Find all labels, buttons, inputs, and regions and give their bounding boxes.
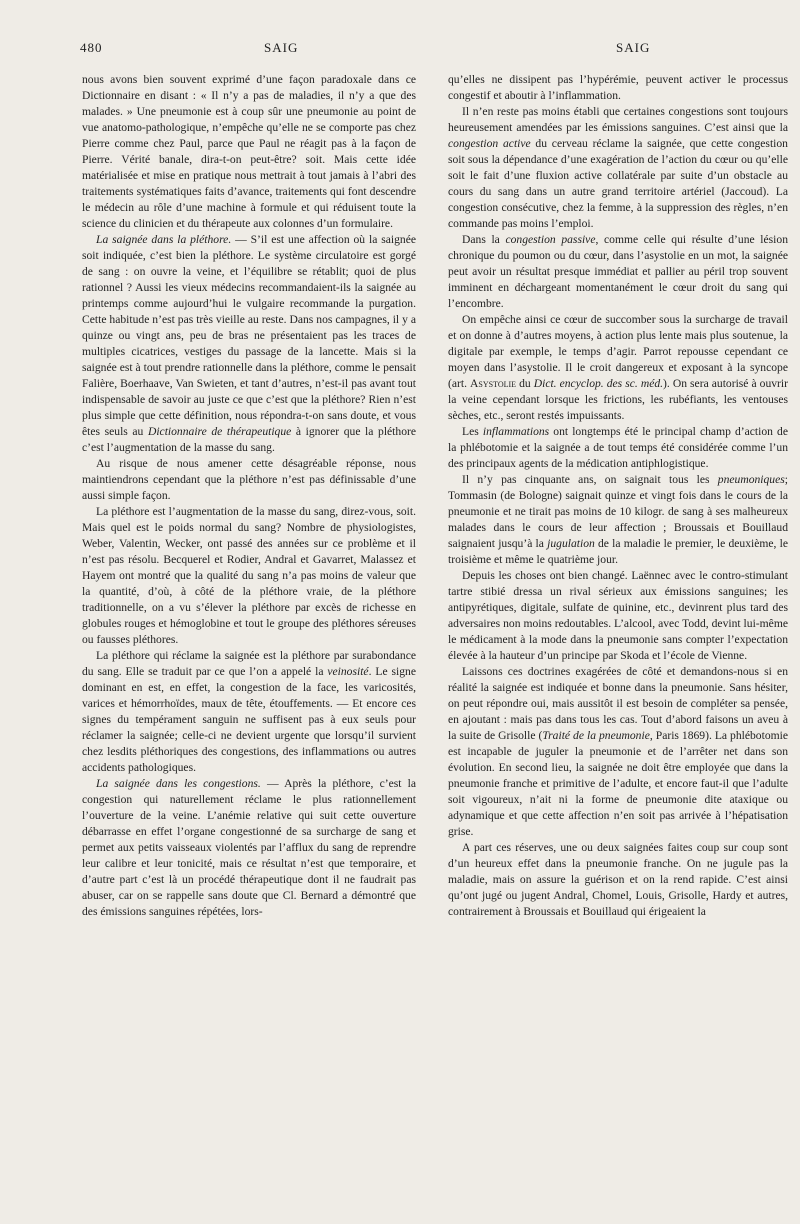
paragraph: La saignée dans les congestions. — Après la pléthore, c’est la congestion qui naturellement réclame le plus rationnellement l’ouverture de la veine. L’anémie relative qui suit cette ouverture débarrasse en effet l’organe congestionné de sa surcharge de sang et permet aux petits vaisseaux violentés par l’afflux du sang de reprendre leur calibre et leur tonicité, mais ce résultat n’est que temporaire, et d’autre part c’est là un procédé thérapeutique dont il ne faudrait pas abuser, car on se rappelle sans doute que Cl. Bernard a démontré que des émissions sanguines répétées, lors- — [82, 777, 416, 918]
paragraph: La pléthore qui réclame la saignée est la pléthore par surabondance du sang. Elle se traduit par ce que l’on a appelé la veinosité. Le signe dominant en est, en effet, la congestion de la face, les varicosités, varices et hémorrhoïdes, maux de tête, étouffements. — Et encore ces signes du tempérament sanguin ne suffisent pas à eux seuls pour réclamer la saignée; celle-ci ne devient urgente que lorsqu’il survient chez lesdits pléthoriques des congestions, des inflammations ou autres accidents pathologiques. — [82, 649, 416, 774]
running-head-right: SAIG — [616, 40, 651, 55]
section-title: La saignée dans les congestions. — [96, 777, 261, 790]
paragraph: nous avons bien souvent exprimé d’une façon paradoxale dans ce Dictionnaire en disant : « Il n’y a pas de maladies, il n’y a que des malades. » Une pneumonie est à coup sûr une pneumonie au point de vue anatomo-pathologique, n’empêche qu’elle ne se comporte pas chez Pierre comme chez Paul, parce que Paul ne réagit pas à la façon de Pierre. Vérité banale, dira-t-on peut-être? soit. Mais cette idée matérialisée et mise en pratique nous mettrait à tout jamais à l’abri des traitements systématiques faits d’avance, traitements qui font descendre le médecin au rôle d’une machine à formule et qui réduisent toute la science du clinicien et du thérapeute aux colonnes d’un formulaire. — [82, 73, 416, 230]
left-column — [82, 72, 416, 920]
right-column — [448, 72, 788, 920]
running-head-left: SAIG — [264, 40, 299, 55]
page-header — [80, 40, 790, 60]
page-number: 480 — [80, 40, 103, 55]
paragraph: Depuis les choses ont bien changé. Laënnec avec le contro-stimulant tartre stibié dressa un rival sérieux aux émissions sanguines; les antipyrétiques, digitale, sulfate de quinine, etc., devinrent plus tard des adversaires non moins redoutables. L’alcool, avec Todd, devint lui-même le médicament à la mode dans la pneumonie sans compter l’expectation élevée à la hauteur d’un principe par Skoda et l’école de Vienne. — [448, 569, 788, 662]
paragraph: Au risque de nous amener cette désagréable réponse, nous maintiendrons cependant que la pléthore n’est pas définissable d’une aussi simple façon. — [82, 457, 416, 502]
section-title: La saignée dans la pléthore. — [96, 233, 232, 246]
paragraph: Il n’y pas cinquante ans, on saignait tous les pneumoniques; Tommasin (de Bologne) saignait quinze et vingt fois dans le cours de la pneumonie et ne tirait pas moins de 10 kilogr. de sang à ses malheureux malades dans le cours de leur affection ; Broussais et Bouillaud saignaient jusqu’à la jugulation de la maladie le premier, le deuxième, le troisième et même le quatrième jour. — [448, 473, 788, 566]
paragraph: La pléthore est l’augmentation de la masse du sang, direz-vous, soit. Mais quel est le poids normal du sang? Nombre de physiologistes, Weber, Valentin, Wecker, ont passé des années sur ce problème et il n’est pas résolu. Becquerel et Rodier, Andral et Gavarret, Malassez et Hayem ont montré que la qualité du sang n’a pas moins de valeur que la quantité, d’où, à côté de la pléthore vraie, de la pléthore traditionnelle, on a vu s’élever la pléthore par excès de richesse en globules rouges et hémoglobine et tout le groupe des pléthores séreuses ou fausses pléthores. — [82, 505, 416, 646]
paragraph: Les inflammations ont longtemps été le principal champ d’action de la phlébotomie et la saignée a de tout temps été considérée comme l’un des principaux agents de la médication antiphlogistique. — [448, 425, 788, 470]
paragraph: On empêche ainsi ce cœur de succomber sous la surcharge de travail et on donne à d’autres moyens, à action plus lente mais plus soutenue, la digitale par exemple, le temps d’agir. Parrot repousse cependant ce moyen dans l’asystolie. Il le croit dangereux et exposant à la syncope (art. Asystolie du Dict. encyclop. des sc. méd.). On sera autorisé à ouvrir la veine cependant lorsque les frictions, les rubéfiants, les ventouses sèches, etc., seront restés impuissants. — [448, 313, 789, 422]
paragraph: Dans la congestion passive, comme celle qui résulte d’une lésion chronique du poumon ou du cœur, dans l’asystolie en un mot, la saignée peut avoir un résultat presque immédiat et pallier au péril trop souvent imminent en déchargeant momentanément le cœur droit du sang qui l’encombre. — [448, 233, 788, 310]
paragraph: A part ces réserves, une ou deux saignées faites coup sur coup sont d’un heureux effet dans la pneumonie franche. On ne jugule pas la maladie, mais on assure la guérison et on la rend rapide. C’est ainsi qu’ont jugé ou jugent Andral, Chomel, Louis, Grisolle, Hardy et autres, contrairement à Broussais et Bouillaud qui érigeaient la — [448, 841, 788, 918]
paragraph: Laissons ces doctrines exagérées de côté et demandons-nous si en réalité la saignée est indiquée et bonne dans la pneumonie. Sans hésiter, on peut répondre oui, mais aussitôt il est besoin de compléter sa pensée, en ajoutant : mais pas dans tous les cas. Tout d’abord faisons un aveu à la suite de Grisolle (Traité de la pneumonie, Paris 1869). La phlébotomie est incapable de juguler la pneumonie et de l’arrêter net dans son évolution. En second lieu, la saignée ne doit être employée que dans la pneumonie franche et primitive de l’adulte, et encore faut-il que l’adulte soit vigoureux, n’ait ni la forme de pneumonie dite ataxique ou adynamique et que cette affection n’en soit pas arrivée à l’hépatisation grise. — [448, 665, 789, 838]
paragraph: La saignée dans la pléthore. — S’il est une affection où la saignée soit indiquée, c’est bien la pléthore. Le système circulatoire est gorgé de sang : on ouvre la veine, et l’équilibre se rétablit; quoi de plus rationnel ? Aussi les vieux médecins recommandaient-ils la saignée au printemps comme aujourd’hui le vulgaire recommande la purgation. Cette habitude n’est pas très vieille au reste. Dans nos campagnes, il y a quinze ou vingt ans, peu de bras ne présentaient pas les traces de multiples cicatrices, vestiges du passage de la lancette. Mais si la saignée est à tout prendre rationnelle dans la pléthore, comme le pensait Falière, Boerhaave, Van Swieten, et tant d’autres, n’est-il pas avant tout indispensable de savoir au juste ce que c’est que la pléthore? Rien n’est plus simple que cette définition, nous répondra-t-on sans doute, et vous êtes seuls au Dictionnaire de thérapeutique à ignorer que la pléthore c’est l’augmentation de la masse du sang. — [82, 233, 417, 454]
paragraph: qu’elles ne dissipent pas l’hypérémie, peuvent activer le processus congestif et aboutir à l’inflammation. — [448, 73, 788, 102]
paragraph: Il n’en reste pas moins établi que certaines congestions sont toujours heureusement amendées par les émissions sanguines. C’est ainsi que la congestion active du cerveau réclame la saignée, que cette congestion soit sous la dépendance d’une exagération de l’action du cœur ou qu’elle soit le fait d’une fluxion active collatérale par suite d’un obstacle au cours du sang dans un autre grand territoire artériel (Jaccoud). La congestion consécutive, chez la femme, à la suppression des règles, n’en commande pas moins l’emploi. — [448, 105, 788, 230]
